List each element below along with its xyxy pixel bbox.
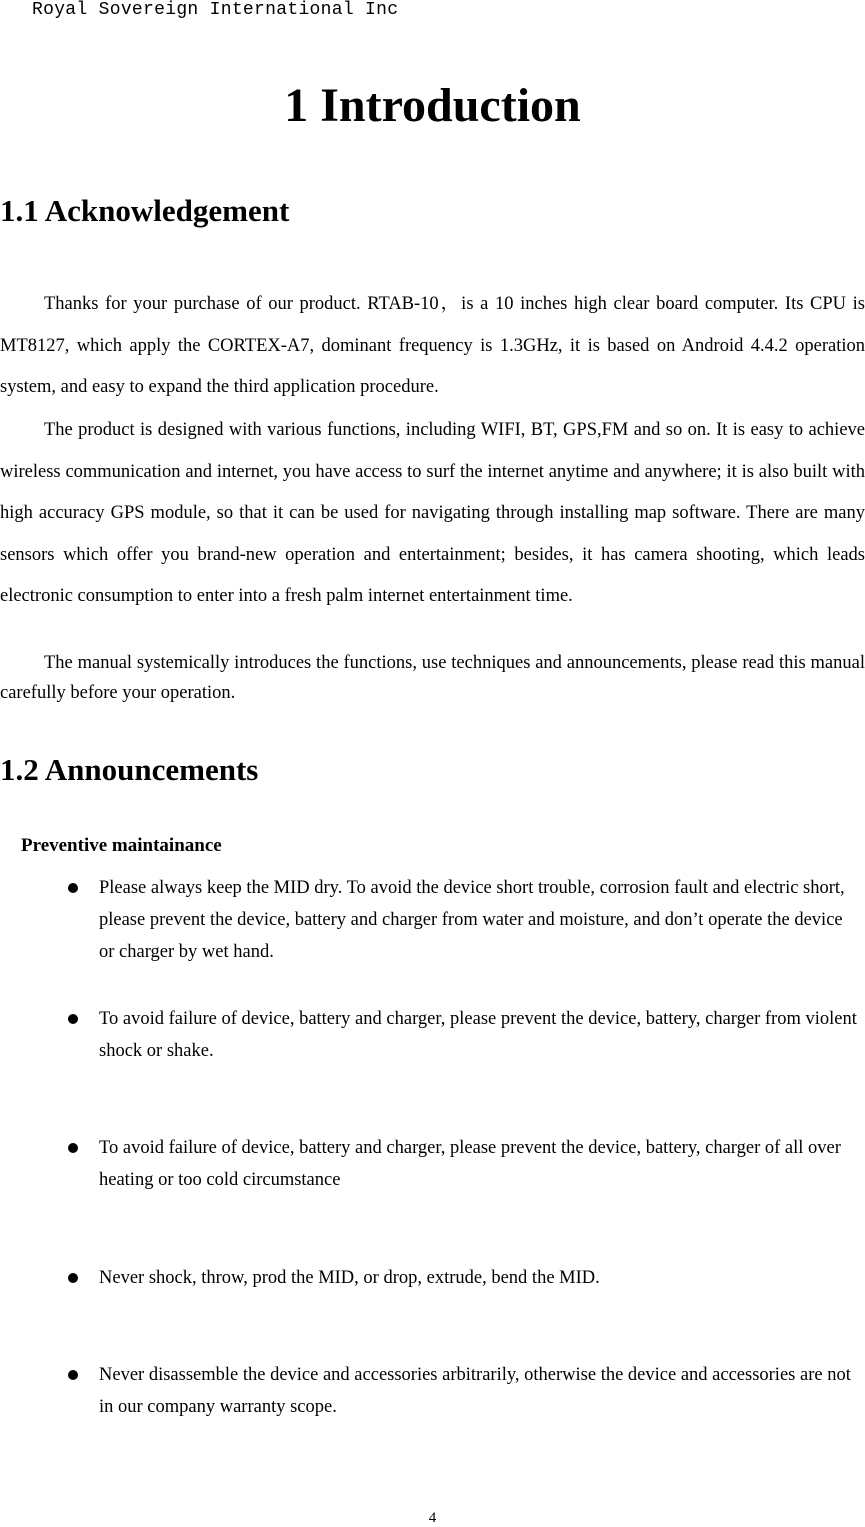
- bullet-text: To avoid failure of device, battery and charger, please prevent the device, battery, charger of all over heating or too cold circumstance: [99, 1138, 841, 1190]
- subheading-preventive-maintenance: Preventive maintainance: [21, 835, 222, 856]
- bullet-dot-icon: [68, 883, 78, 893]
- paragraph: [0, 410, 865, 618]
- section-heading-acknowledgement: 1.1 Acknowledgement: [0, 193, 290, 228]
- running-header: Royal Sovereign International Inc: [32, 0, 399, 20]
- bullet-text: Never shock, throw, prod the MID, or drop, extrude, bend the MID.: [99, 1268, 600, 1288]
- section-heading-announcements: 1.2 Announcements: [0, 752, 259, 787]
- bullet-dot-icon: [68, 1014, 78, 1024]
- bullet-text: Never disassemble the device and accessories arbitrarily, otherwise the device and accessories are not in our company warranty scope.: [99, 1365, 851, 1417]
- bullet-dot-icon: [68, 1273, 78, 1283]
- paragraph-text: The product is designed with various functions, including WIFI, BT, GPS,FM and so on. It is easy to achieve wireless communication and internet, you have access to surf the internet anytime and anywhere; it is also built with high accuracy GPS module, so that it can be used for navigating through installing map software. There are many sensors which offer you brand-new operation and entertainment; besides, it has camera shooting, which leads electronic consumption to enter into a fresh palm internet entertainment time.: [0, 420, 865, 606]
- paragraph-text: The manual systemically introduces the functions, use techniques and announcements, please read this manual carefully before your operation.: [0, 653, 865, 703]
- paragraph: [0, 648, 865, 708]
- paragraph-text: Thanks for your purchase of our product. RTAB-10，is a 10 inches high clear board computer. Its CPU is MT8127, which apply the CORTEX-A7, dominant frequency is 1.3GHz, it is based on Android 4.4.2 operation system, and easy to expand the third application procedure.: [0, 294, 865, 397]
- bullet-dot-icon: [68, 1370, 78, 1380]
- paragraph: [0, 284, 865, 409]
- bullet-dot-icon: [68, 1143, 78, 1153]
- page-number: 4: [428, 1510, 437, 1526]
- bullet-text: To avoid failure of device, battery and charger, please prevent the device, battery, charger from violent shock or shake.: [99, 1009, 857, 1061]
- bullet-text: Please always keep the MID dry. To avoid the device short trouble, corrosion fault and electric short, please prevent the device, battery and charger from water and moisture, and don’t operate the device or charger by wet hand.: [99, 878, 845, 962]
- page-title: 1 Introduction: [284, 79, 581, 132]
